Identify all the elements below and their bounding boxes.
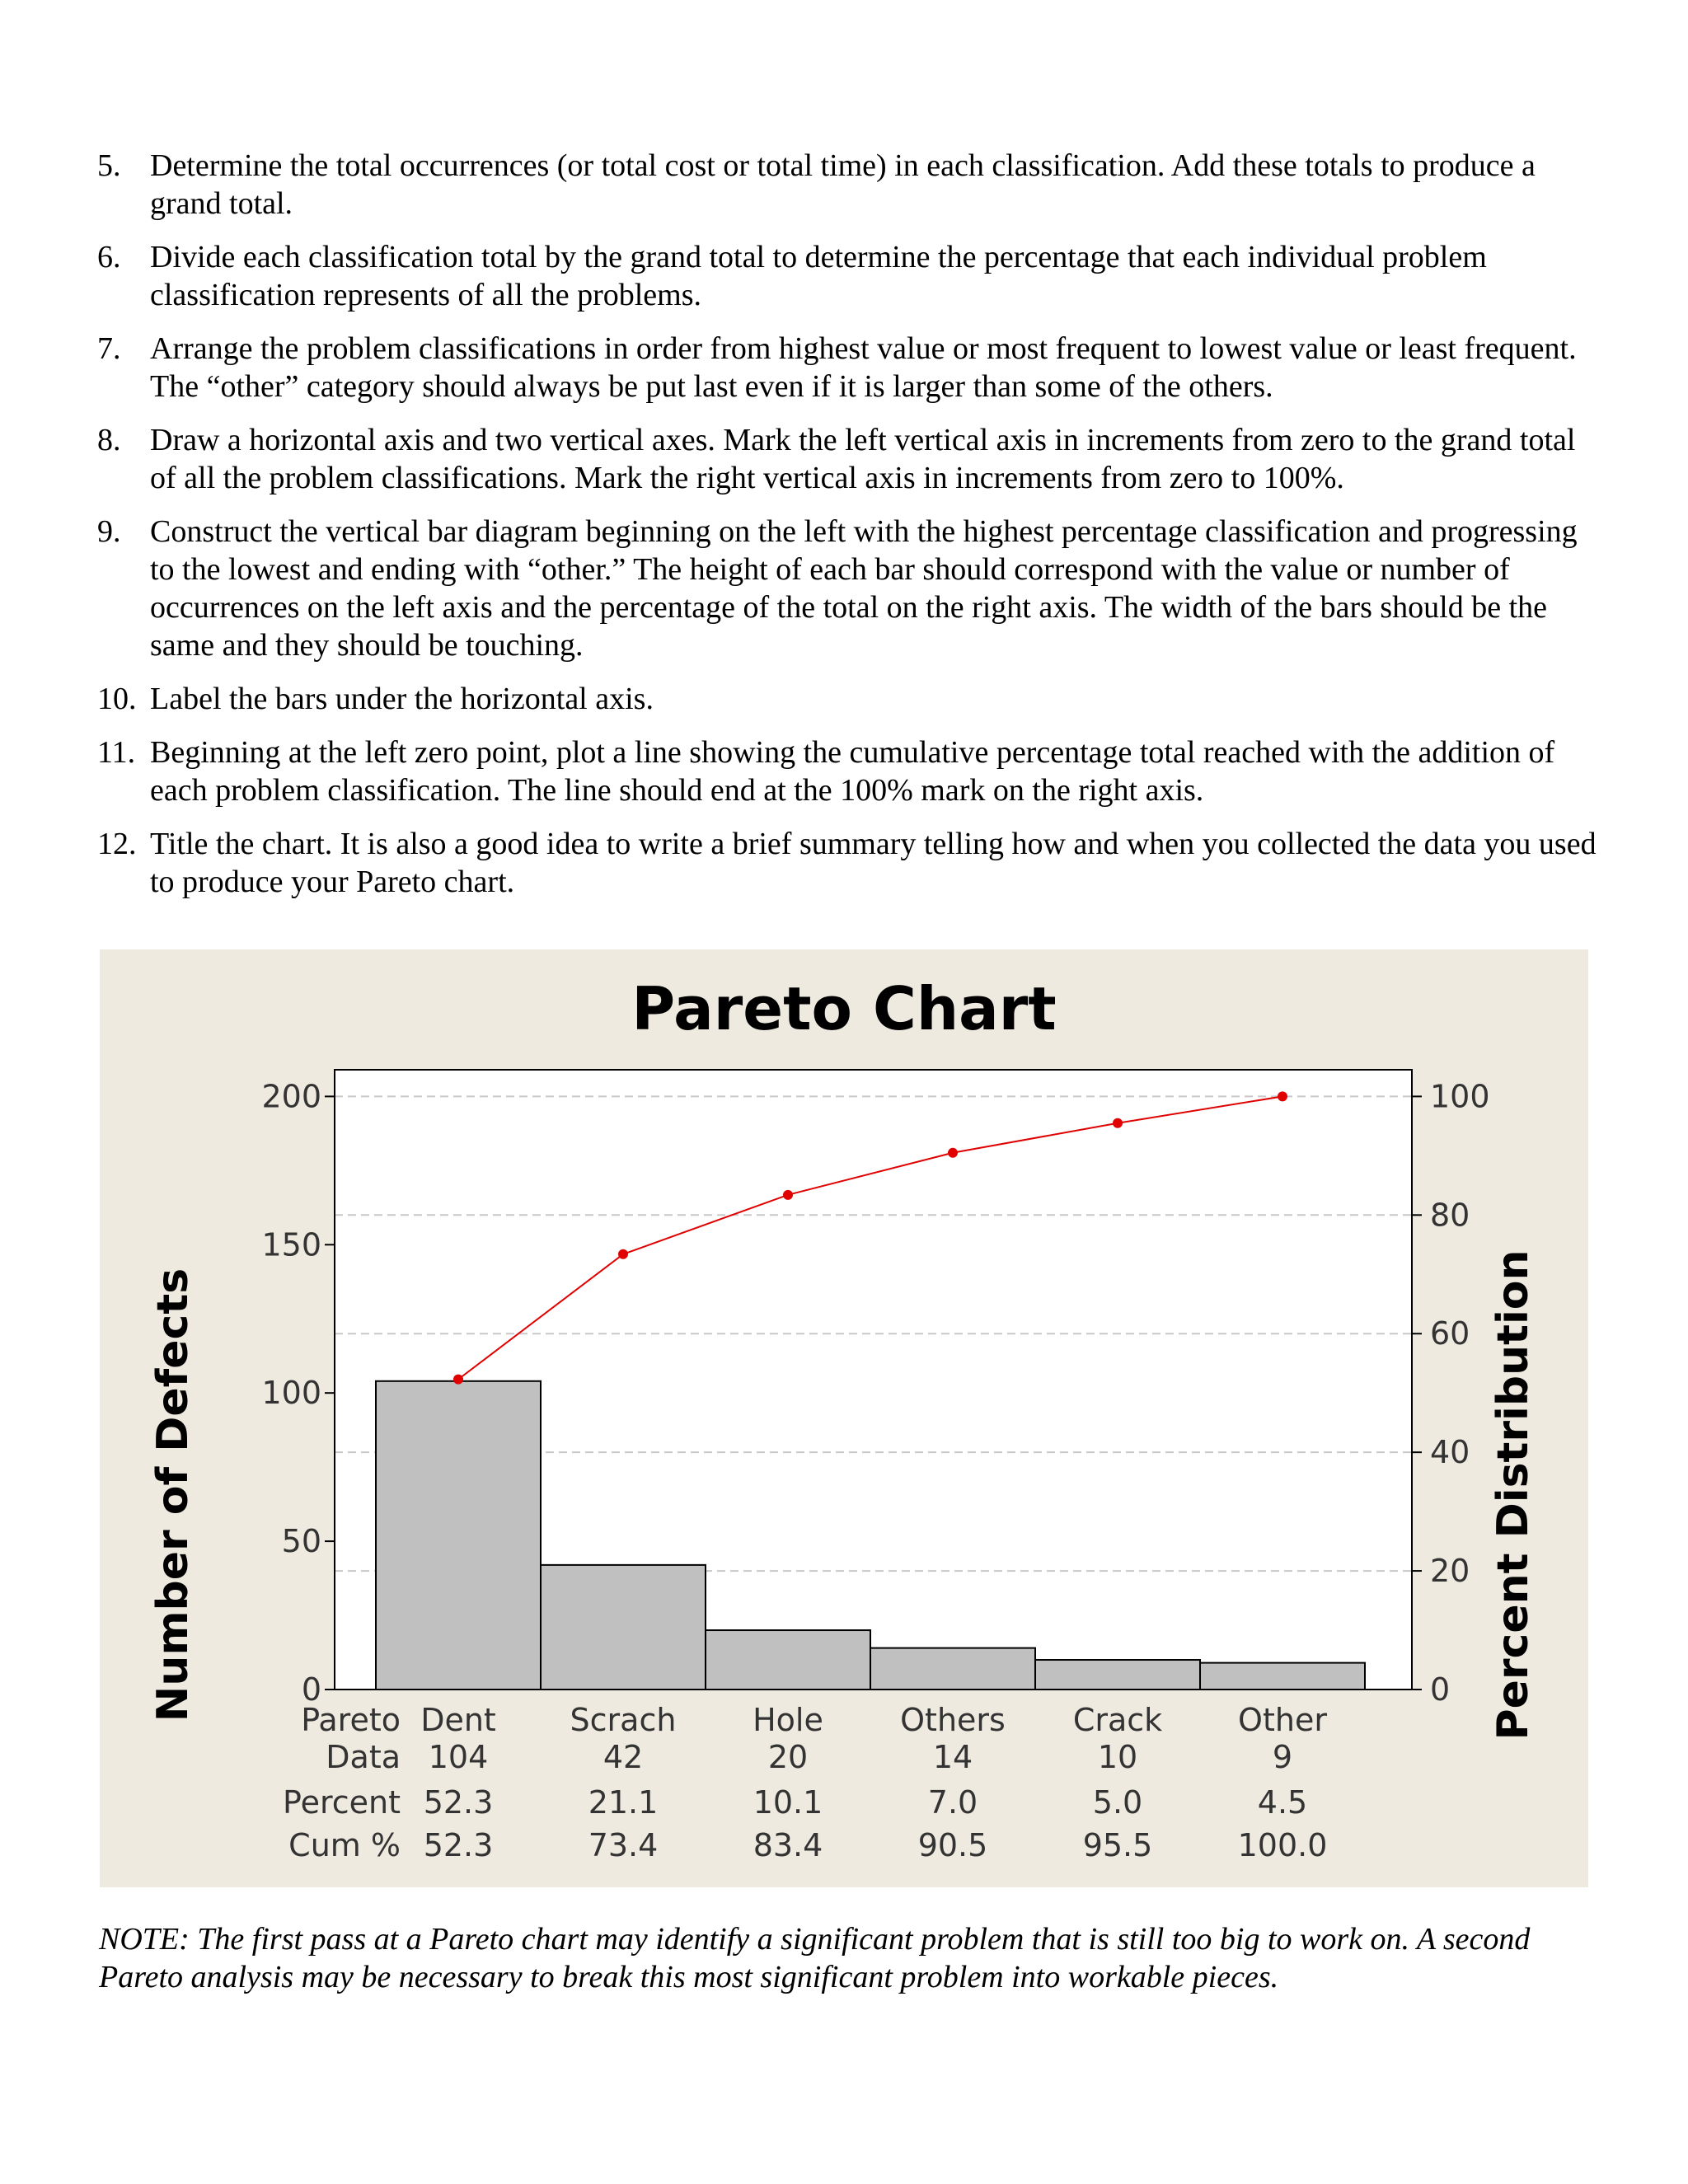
y-tick-label: 0 — [301, 1671, 321, 1708]
data-value: 10 — [1097, 1739, 1138, 1775]
category-label: Scrach — [570, 1702, 677, 1738]
category-label: Other — [1238, 1702, 1327, 1738]
step-text: Construct the vertical bar diagram beginning on the left with the highest percentage classification and progressing to the lowest and ending with “other.” The height of each bar should correspond with the value or number of occurrences on the left axis and the percentage of the total on the right axis. The width of the bars should be the same and they should be touching. — [150, 514, 1578, 663]
step-item — [97, 147, 1606, 223]
cumulative-point-others — [948, 1148, 958, 1158]
y2-tick-label: 100 — [1430, 1078, 1490, 1115]
table-row-label-data: Data — [326, 1739, 401, 1775]
step-item — [97, 513, 1606, 664]
table-row-label-percent: Percent — [283, 1784, 401, 1821]
step-number: 5. — [97, 148, 121, 183]
step-text: Determine the total occurrences (or total cost or total time) in each classification. Add these totals to produce a grand total. — [150, 148, 1536, 221]
step-number: 9. — [97, 514, 121, 549]
cumulative-point-dent — [453, 1375, 463, 1385]
step-text: Draw a horizontal axis and two vertical axes. Mark the left vertical axis in increments from zero to the grand total of all the problem classifications. Mark the right vertical axis in increments from zero to 100%. — [150, 423, 1576, 495]
cumulative-point-other — [1278, 1091, 1287, 1101]
percent-value: 5.0 — [1092, 1784, 1143, 1821]
data-value: 104 — [428, 1739, 489, 1775]
y2-tick-label: 0 — [1430, 1671, 1451, 1708]
step-text: Divide each classification total by the grand total to determine the percentage that each individual problem classification represents of all the problems. — [150, 240, 1487, 312]
bar-scrach — [541, 1565, 706, 1690]
y-tick-label: 150 — [261, 1226, 321, 1263]
category-label: Dent — [420, 1702, 496, 1738]
chart-title: Pareto Chart — [631, 974, 1057, 1043]
step-item — [97, 238, 1606, 314]
percent-value: 10.1 — [753, 1784, 823, 1821]
category-label: Others — [900, 1702, 1006, 1738]
cumulative-point-crack — [1113, 1118, 1123, 1128]
step-item — [97, 680, 1606, 718]
step-text: Title the chart. It is also a good idea to write a brief summary telling how and when you collected the data you used to produce your Pareto chart. — [150, 827, 1597, 899]
table-row-label-pareto: Pareto — [301, 1702, 401, 1738]
step-item — [97, 733, 1606, 809]
bar-dent — [376, 1381, 541, 1690]
table-row-label-cum: Cum % — [288, 1827, 401, 1863]
step-number: 12. — [97, 827, 137, 861]
pareto-chart — [100, 949, 1588, 1887]
data-value: 9 — [1272, 1739, 1293, 1775]
percent-value: 52.3 — [423, 1784, 494, 1821]
bar-other — [1200, 1663, 1365, 1690]
bar-others — [870, 1648, 1035, 1690]
data-value: 14 — [932, 1739, 973, 1775]
y-tick-label: 200 — [261, 1078, 321, 1115]
cum-percent-value: 52.3 — [423, 1827, 494, 1863]
y-tick-label: 100 — [261, 1375, 321, 1412]
step-number: 10. — [97, 682, 137, 716]
y2-tick-label: 80 — [1430, 1197, 1470, 1234]
percent-value: 4.5 — [1257, 1784, 1308, 1821]
cum-percent-value: 100.0 — [1237, 1827, 1328, 1863]
step-text: Label the bars under the horizontal axis. — [150, 682, 654, 716]
cumulative-point-scrach — [618, 1249, 628, 1259]
y-axis-label-right: Percent Distribution — [1489, 1249, 1538, 1741]
cum-percent-value: 73.4 — [588, 1827, 659, 1863]
percent-value: 21.1 — [588, 1784, 659, 1821]
y2-tick-label: 60 — [1430, 1315, 1470, 1352]
category-label: Hole — [753, 1702, 823, 1738]
data-value: 42 — [603, 1739, 644, 1775]
y-axis-label-left: Number of Defects — [148, 1268, 198, 1722]
step-text: Arrange the problem classifications in order from highest value or most frequent to lowest value or least frequent. The “other” category should always be put last even if it is larger than some of the others. — [150, 331, 1577, 404]
bar-hole — [706, 1630, 870, 1690]
bar-crack — [1035, 1660, 1200, 1690]
percent-value: 7.0 — [927, 1784, 978, 1821]
step-number: 7. — [97, 331, 121, 366]
step-number: 6. — [97, 240, 121, 274]
data-value: 20 — [767, 1739, 809, 1775]
cum-percent-value: 83.4 — [753, 1827, 823, 1863]
step-number: 8. — [97, 423, 121, 457]
cumulative-point-hole — [783, 1190, 793, 1200]
step-item — [97, 825, 1606, 901]
step-item — [97, 330, 1606, 405]
cum-percent-value: 90.5 — [917, 1827, 988, 1863]
y2-tick-label: 20 — [1430, 1553, 1470, 1590]
y-tick-label: 50 — [281, 1523, 321, 1560]
step-item — [97, 421, 1606, 497]
category-label: Crack — [1072, 1702, 1163, 1738]
step-number: 11. — [97, 735, 136, 770]
instruction-list — [97, 147, 1606, 916]
step-text: Beginning at the left zero point, plot a line showing the cumulative percentage total reached with the addition of each problem classification. The line should end at the 100% mark on the right axis. — [150, 735, 1555, 808]
note-paragraph: NOTE: The first pass at a Pareto chart may identify a significant problem that is still too big to work on. A second Pareto analysis may be necessary to break this most significant problem into workable pieces. — [99, 1922, 1531, 1994]
y2-tick-label: 40 — [1430, 1434, 1470, 1471]
cum-percent-value: 95.5 — [1082, 1827, 1153, 1863]
